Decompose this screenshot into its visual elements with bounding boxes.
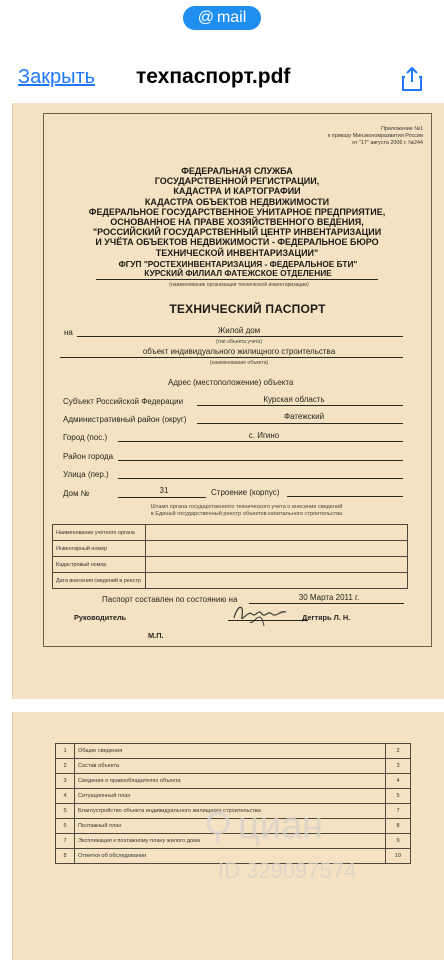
watermark-id: ID 329097574 [218,858,357,883]
field-line-district [197,423,403,424]
table-row [53,573,408,589]
table-row [56,819,411,834]
object-caption: (тип объекта учета) [215,339,263,345]
contents-table [55,743,411,864]
object-name-caption: (наименование объекта) [209,360,269,366]
mail-badge-label: mail [216,9,247,26]
org-line: ФЕДЕРАЛЬНАЯ СЛУЖБА [181,166,293,176]
toc-page: 2 [386,744,411,759]
at-icon: @ [197,9,214,26]
filial-caption: (наименование организации технической инвентаризации) [169,282,309,288]
org-block [72,166,402,258]
org-line: ГОСУДАРСТВЕННОЙ РЕГИСТРАЦИИ, [154,176,320,187]
on-label: на [64,328,73,337]
head-name: Дегтярь Л. Н. [302,613,351,622]
toc-number: 6 [56,819,75,834]
object-name-line [60,357,403,358]
head-label: Руководитель [74,613,127,622]
pdf-page-1 [12,103,444,699]
toc-title: Состав объекта [75,759,386,774]
filial-line-text: ФГУП "РОСТЕХИНВЕНТАРИЗАЦИЯ - ФЕДЕРАЛЬНОЕ БТИ" [118,259,358,269]
compiled-label: Паспорт составлен по состоянию на [102,595,238,604]
filial-block [88,260,388,279]
viewer-header [0,58,444,100]
page-heading: ТЕХНИЧЕСКИЙ ПАСПОРТ [169,302,326,316]
org-line: ТЕХНИЧЕСКОЙ ИНВЕНТАРИЗАЦИИ" [155,247,319,258]
stamp-row-label: Дата внесения сведений в реестр [53,573,146,589]
stamp-table [52,524,408,589]
toc-page: 9 [386,834,411,849]
building-line [287,496,403,497]
stamp-row-label: Наименование учетного органа [53,525,146,541]
field-line-city [118,441,403,442]
table-row [56,744,411,759]
object-value: Жилой дом [217,326,261,335]
address-heading: Адрес (местоположение) объекта [168,378,294,387]
signature-icon [230,600,290,630]
toc-title: Ситуационный план [75,789,386,804]
toc-page: 3 [386,759,411,774]
toc-page: 8 [386,819,411,834]
field-label-street: Улица (пер.) [63,470,109,479]
toc-page: 4 [386,774,411,789]
pdf-page-2 [12,712,444,960]
field-label-district: Административный район (округ) [63,415,187,424]
toc-title: Экспликация к поэтажному плану жилого дома [75,834,386,849]
toc-number: 3 [56,774,75,789]
toc-number: 4 [56,789,75,804]
toc-page: 7 [386,804,411,819]
org-line: ОСНОВАННОЕ НА ПРАВЕ ХОЗЯЙСТВЕННОГО ВЕДЕНИЯ, [110,217,364,228]
field-label-subject: Субъект Российской Федерации [63,397,184,406]
org-line: "РОССИЙСКИЙ ГОСУДАРСТВЕННЫЙ ЦЕНТР ИНВЕНТАРИЗАЦИИ [92,227,382,238]
house-value: 31 [159,486,169,495]
field-label-city-district: Район города [63,452,114,461]
field-line-subject [197,405,403,406]
org-line: КАДАСТРА И КАРТОГРАФИИ [173,186,301,197]
table-row [56,759,411,774]
toc-title: Общие сведения [75,744,386,759]
filial-line [96,279,378,280]
building-label: Строение (корпус) [211,488,280,497]
stamp-caption: Штамп органа государственного технического учета о внесении сведений в Единый государственный реестр объектов капитального строительства [150,504,343,517]
toc-number: 7 [56,834,75,849]
page-frame [43,113,432,647]
pdf-viewer[interactable] [0,103,444,960]
stamp-row-label: Инвентарный номер [53,541,146,557]
mail-badge[interactable] [183,6,261,30]
house-label: Дом № [63,489,90,498]
filial-line-text: КУРСКИЙ ФИЛИАЛ ФАТЕЖСКОЕ ОТДЕЛЕНИЕ [144,268,332,279]
file-title: техпаспорт.pdf [136,65,291,88]
table-row [53,557,408,573]
toc-title: Сведения о правообладателях объекта [75,774,386,789]
table-row [53,525,408,541]
watermark-brand: циан [238,805,324,847]
table-row [56,834,411,849]
toc-number: 2 [56,759,75,774]
toc-number: 5 [56,804,75,819]
corner-note: Приложение №1 к приказу Минэкономразвития России от "17" августа 2006 г. №244 [327,126,423,146]
object-line [77,336,403,337]
org-line: И УЧЁТА ОБЪЕКТОВ НЕДВИЖИМОСТИ - ФЕДЕРАЛЬНОЕ БЮРО [95,237,379,248]
field-line-city-district [118,460,403,461]
field-value-district: Фатежский [283,412,325,421]
toc-number: 8 [56,849,75,864]
table-row [56,789,411,804]
toc-number: 1 [56,744,75,759]
field-value-city: с. Игино [248,431,280,440]
object-name: объект индивидуального жилищного строительства [142,347,336,356]
toc-page: 10 [386,849,411,864]
toc-title: Благоустройство объекта индивидуального жилищного строительства [75,804,386,819]
table-row [56,849,411,864]
compiled-date: 30 Марта 2011 г. [298,593,360,602]
toc-page: 5 [386,789,411,804]
table-row [53,541,408,557]
toc-title: Поэтажный план [75,819,386,834]
signature-line [228,620,308,621]
field-label-city: Город (пос.) [63,433,108,442]
toc-title: Отметки об обследовании [75,849,386,864]
table-row [56,804,411,819]
close-button[interactable]: Закрыть [18,66,96,88]
stamp-row-label: Кадастровый номер [53,557,146,573]
org-line: ФЕДЕРАЛЬНОЕ ГОСУДАРСТВЕННОЕ УНИТАРНОЕ ПРЕДПРИЯТИЕ, [88,206,386,217]
table-row [56,774,411,789]
field-value-subject: Курская область [263,395,325,404]
share-icon[interactable] [400,66,424,92]
org-line: КАДАСТРА ОБЪЕКТОВ НЕДВИЖИМОСТИ [144,196,330,207]
stamp-place: М.П. [148,631,164,640]
field-line-street [118,478,403,479]
house-line [118,497,206,498]
